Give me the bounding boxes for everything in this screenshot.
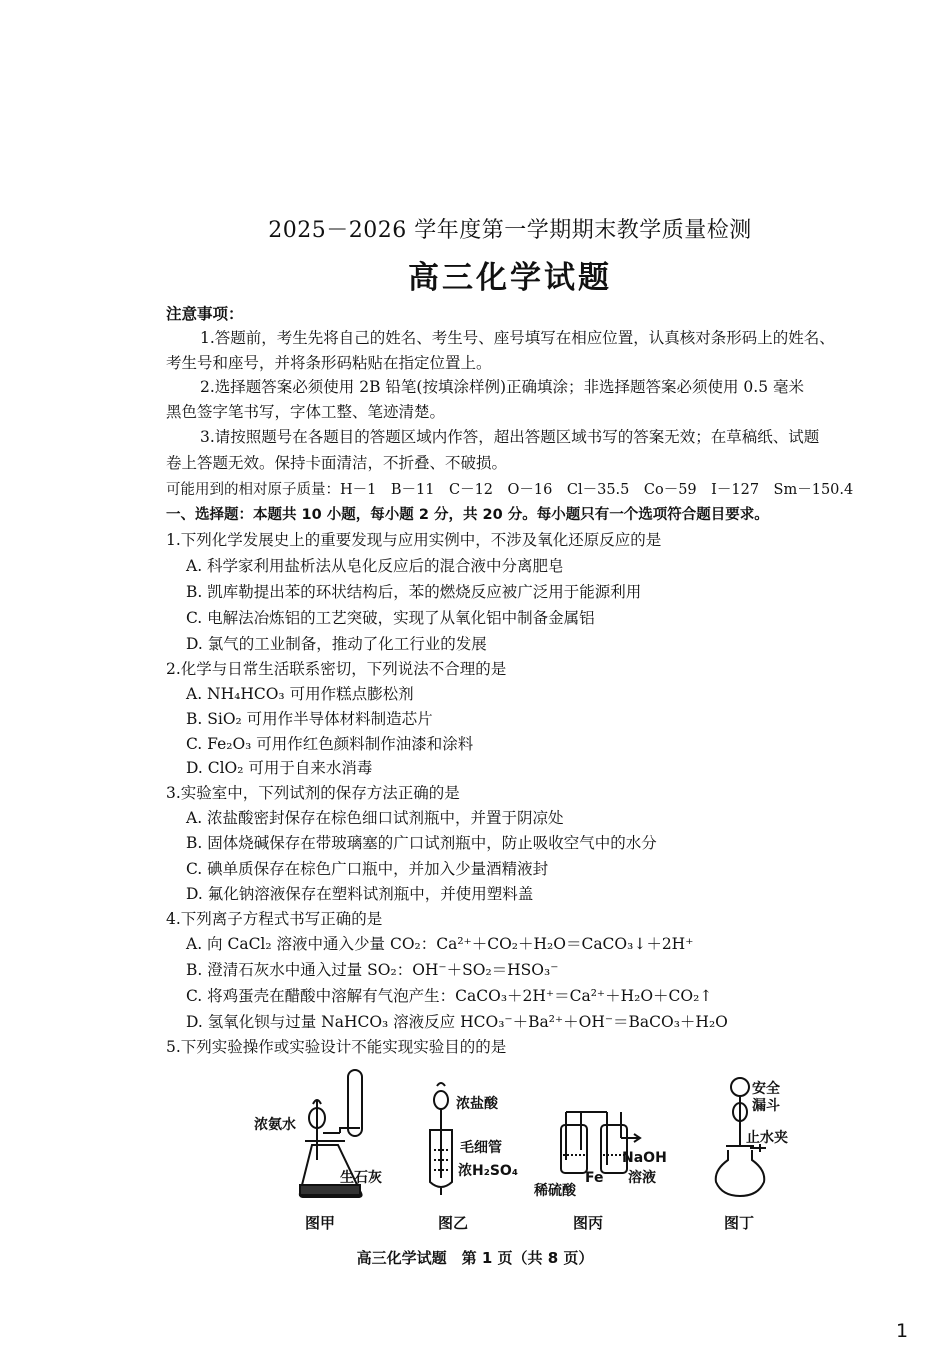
label-safety: 安全 — [752, 1081, 780, 1097]
question-4-option-a: A. 向 CaCl₂ 溶液中通入少量 CO₂：Ca²⁺＋CO₂＋H₂O＝CaCO₃↓＋2H⁺ — [186, 935, 694, 953]
question-1-option-c: C. 电解法冶炼铝的工艺突破，实现了从氧化铝中制备金属铝 — [186, 609, 595, 627]
note-line: 卷上答题无效。保持卡面清洁，不折叠、不破损。 — [166, 454, 508, 472]
question-2-option-a: A. NH₄HCO₃ 可用作糕点膨松剂 — [186, 685, 414, 703]
notes-heading: 注意事项： — [166, 305, 244, 323]
section-heading: 一、选择题：本题共 10 小题，每小题 2 分，共 20 分。每小题只有一个选项符合题目要求。 — [166, 507, 769, 523]
question-4-stem: 4.下列离子方程式书写正确的是 — [166, 910, 383, 928]
question-1-option-b: B. 凯库勒提出苯的环状结构后，苯的燃烧反应被广泛用于能源利用 — [186, 583, 642, 601]
question-2-option-c: C. Fe₂O₃ 可用作红色颜料制作油漆和涂料 — [186, 735, 474, 753]
note-line: 黑色签字笔书写，字体工整、笔迹清楚。 — [166, 403, 446, 421]
exam-title: 高三化学试题 — [408, 260, 612, 296]
caption-figure-ding: 图丁 — [724, 1214, 755, 1232]
question-2-option-d: D. ClO₂ 可用于自来水消毒 — [186, 759, 373, 777]
page-number: 1 — [896, 1320, 909, 1342]
question-1-stem: 1.下列化学发展史上的重要发现与应用实例中，不涉及氧化还原反应的是 — [166, 531, 662, 549]
question-5-stem: 5.下列实验操作或实验设计不能实现实验目的的是 — [166, 1038, 507, 1056]
label-funnel: 漏斗 — [752, 1098, 780, 1114]
label-quicklime: 生石灰 — [340, 1170, 382, 1186]
question-3-stem: 3.实验室中，下列试剂的保存方法正确的是 — [166, 784, 460, 802]
figure-yi-apparatus — [430, 1083, 452, 1195]
question-1-option-d: D. 氯气的工业制备，推动了化工行业的发展 — [186, 635, 487, 653]
caption-figure-bing: 图丙 — [573, 1214, 604, 1232]
caption-figure-jia: 图甲 — [305, 1214, 336, 1232]
label-solution: 溶液 — [628, 1170, 656, 1186]
label-iron: Fe — [585, 1170, 604, 1186]
question-3-option-d: D. 氟化钠溶液保存在塑料试剂瓶中，并使用塑料盖 — [186, 885, 534, 903]
question-2-option-b: B. SiO₂ 可用作半导体材料制造芯片 — [186, 710, 433, 728]
label-sulfuric-acid: 浓H₂SO₄ — [458, 1163, 518, 1179]
question-1-option-a: A. 科学家利用盐析法从皂化反应后的混合液中分离肥皂 — [186, 557, 564, 575]
note-line: 2.选择题答案必须使用 2B 铅笔(按填涂样例)正确填涂；非选择题答案必须使用 0.5 毫米 — [200, 378, 804, 396]
label-naoh: NaOH — [622, 1150, 667, 1166]
question-4-option-d: D. 氢氧化钡与过量 NaHCO₃ 溶液反应 HCO₃⁻＋Ba²⁺＋OH⁻＝BaCO₃＋H₂O — [186, 1013, 728, 1031]
question-3-option-c: C. 碘单质保存在棕色广口瓶中，并加入少量酒精液封 — [186, 860, 549, 878]
question-4-option-b: B. 澄清石灰水中通入过量 SO₂：OH⁻＋SO₂＝HSO₃⁻ — [186, 961, 559, 979]
label-ammonia: 浓氨水 — [254, 1117, 296, 1133]
note-line: 1.答题前，考生先将自己的姓名、考生号、座号填写在相应位置，认真核对条形码上的姓名、 — [200, 329, 835, 347]
label-capillary: 毛细管 — [460, 1140, 502, 1156]
exam-subtitle: 2025－2026 学年度第一学期期末教学质量检测 — [268, 218, 752, 243]
label-clamp: 止水夹 — [746, 1130, 788, 1146]
question-3-option-a: A. 浓盐酸密封保存在棕色细口试剂瓶中，并置于阴凉处 — [186, 809, 564, 827]
atomic-masses: 可能用到的相对原子质量：H－1 B－11 C－12 O－16 Cl－35.5 Co－59 I－127 Sm－150.4 — [166, 482, 854, 498]
page-footer: 高三化学试题 第 1 页（共 8 页） — [356, 1249, 594, 1267]
label-hcl: 浓盐酸 — [456, 1096, 498, 1112]
caption-figure-yi: 图乙 — [438, 1214, 469, 1232]
label-dilute-acid: 稀硫酸 — [534, 1183, 576, 1199]
question-3-option-b: B. 固体烧碱保存在带玻璃塞的广口试剂瓶中，防止吸收空气中的水分 — [186, 834, 657, 852]
note-line: 考生号和座号，并将条形码粘贴在指定位置上。 — [166, 354, 492, 372]
question-4-option-c: C. 将鸡蛋壳在醋酸中溶解有气泡产生：CaCO₃＋2H⁺＝Ca²⁺＋H₂O＋CO₂↑ — [186, 987, 713, 1005]
note-line: 3.请按照题号在各题目的答题区域内作答，超出答题区域书写的答案无效；在草稿纸、试题 — [200, 428, 820, 446]
question-2-stem: 2.化学与日常生活联系密切，下列说法不合理的是 — [166, 660, 507, 678]
